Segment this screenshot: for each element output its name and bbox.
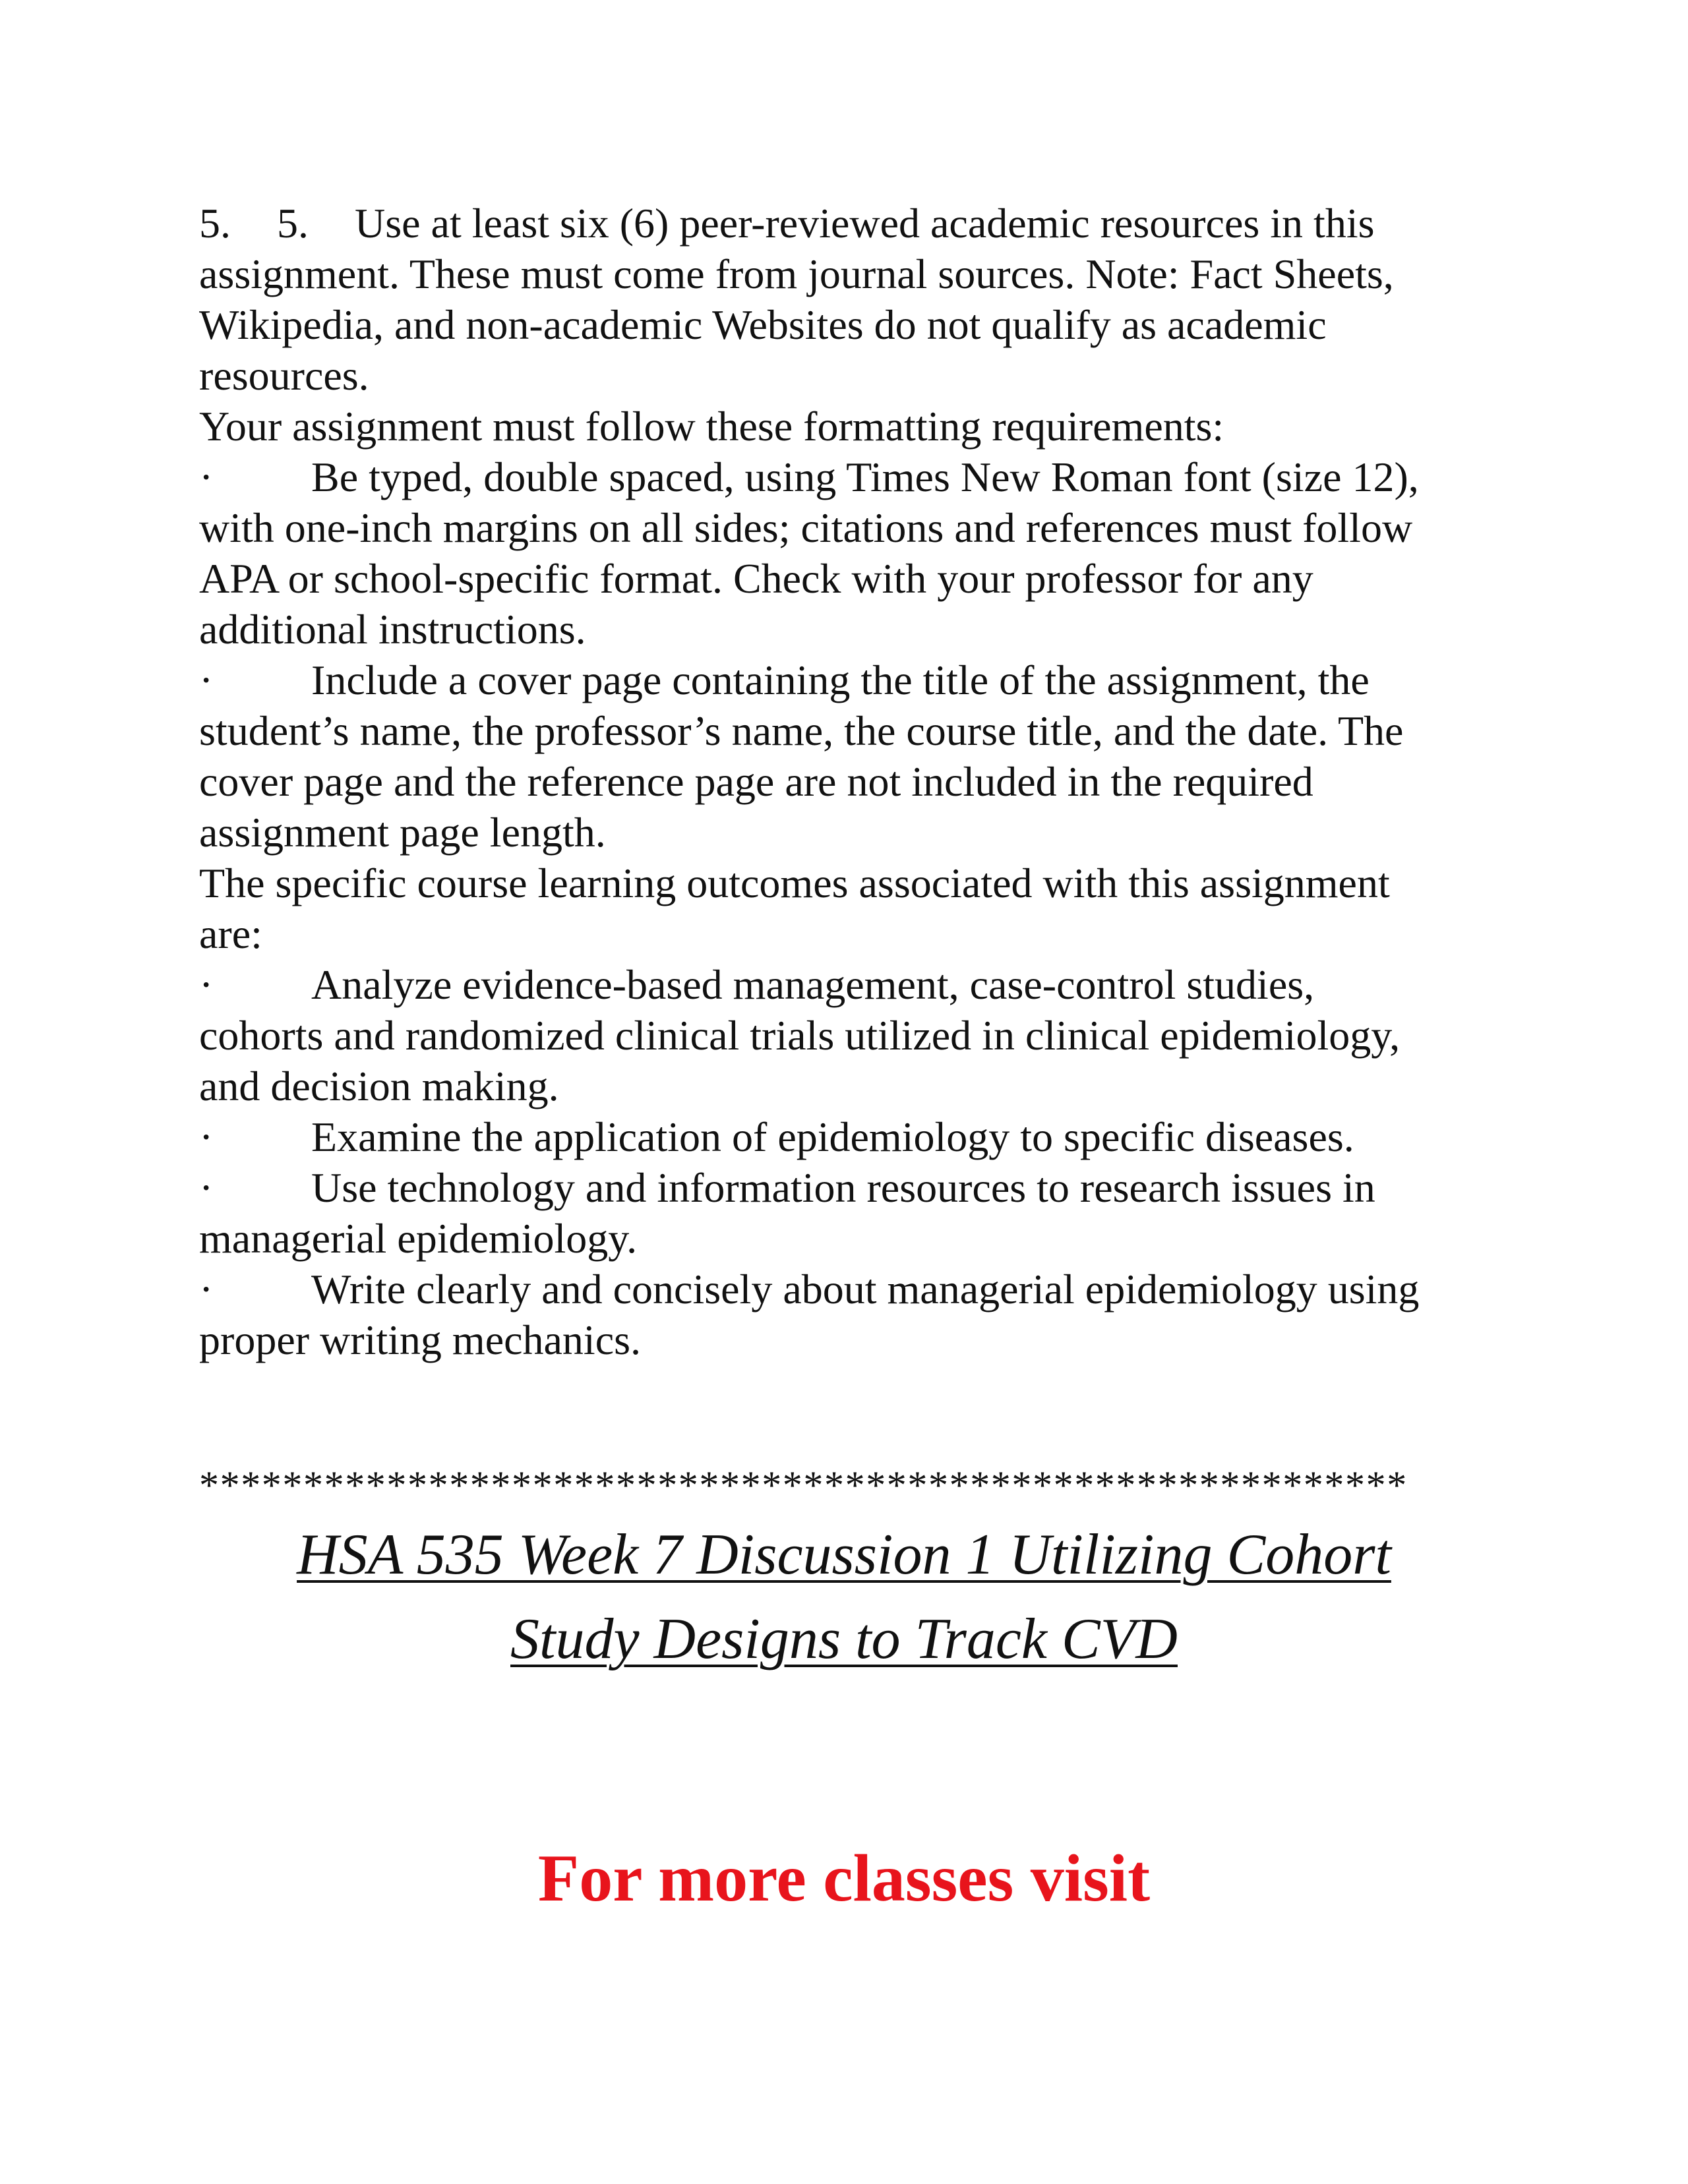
body-line: Examine the application of epidemiology to specific diseases. (311, 1113, 1354, 1160)
body-line: additional instructions. (199, 606, 586, 653)
discussion-title-line: Study Designs to Track CVD (510, 1607, 1178, 1671)
body-line: Be typed, double spaced, using Times New Roman font (size 12), (311, 454, 1419, 500)
bullet-item (199, 1264, 1511, 1314)
bullet-item (199, 959, 1511, 1010)
body-line: managerial epidemiology. (199, 1215, 638, 1262)
body-line: student’s name, the professor’s name, the course title, and the date. The (199, 707, 1404, 754)
body-line: Analyze evidence-based management, case-control studies, (311, 961, 1315, 1008)
body-line: Include a cover page containing the title of the assignment, the (311, 657, 1370, 703)
body-line: Use technology and information resources to research issues in (311, 1164, 1375, 1211)
bullet-marker: · (199, 454, 214, 500)
body-line: assignment. These must come from journal sources. Note: Fact Sheets, (199, 251, 1394, 297)
body-line: cover page and the reference page are not included in the required (199, 758, 1313, 805)
body-line: are: (199, 910, 262, 957)
body-line: Wikipedia, and non-academic Websites do not qualify as academic (199, 301, 1327, 348)
body-line: The specific course learning outcomes associated with this assignment (199, 860, 1390, 906)
bullet-marker: · (199, 961, 214, 1008)
body-line: assignment page length. (199, 809, 606, 856)
body-line: Use at least six (6) peer-reviewed academic resources in this (355, 200, 1375, 247)
bullet-marker: · (199, 1266, 214, 1313)
list-number: 5. (199, 200, 231, 247)
list-item-resources (199, 198, 1511, 249)
body-line: Write clearly and concisely about managerial epidemiology using (311, 1266, 1420, 1313)
bullet-marker: · (199, 1113, 214, 1160)
document-body (199, 198, 1511, 1365)
discussion-title-line: HSA 535 Week 7 Discussion 1 Utilizing Cohort (297, 1523, 1391, 1587)
discussion-title (199, 1513, 1489, 1682)
body-line: resources. (199, 352, 369, 399)
body-line: cohorts and randomized clinical trials utilized in clinical epidemiology, (199, 1012, 1401, 1059)
bullet-marker: · (199, 657, 214, 703)
body-line: APA or school-specific format. Check with your professor for any (199, 555, 1313, 602)
body-line: and decision making. (199, 1063, 559, 1109)
bullet-marker: · (199, 1164, 214, 1211)
bullet-item (199, 1162, 1511, 1213)
body-line: proper writing mechanics. (199, 1316, 641, 1363)
body-line: with one-inch margins on all sides; citations and references must follow (199, 504, 1413, 551)
promo-text: For more classes visit (537, 1841, 1151, 1916)
bullet-item (199, 452, 1511, 502)
bullet-item (199, 655, 1511, 705)
list-number: 5. (277, 200, 309, 247)
bullet-item (199, 1111, 1511, 1162)
separator: ********************************************************** (199, 1463, 1408, 1507)
body-line: Your assignment must follow these formatting requirements: (199, 403, 1224, 450)
